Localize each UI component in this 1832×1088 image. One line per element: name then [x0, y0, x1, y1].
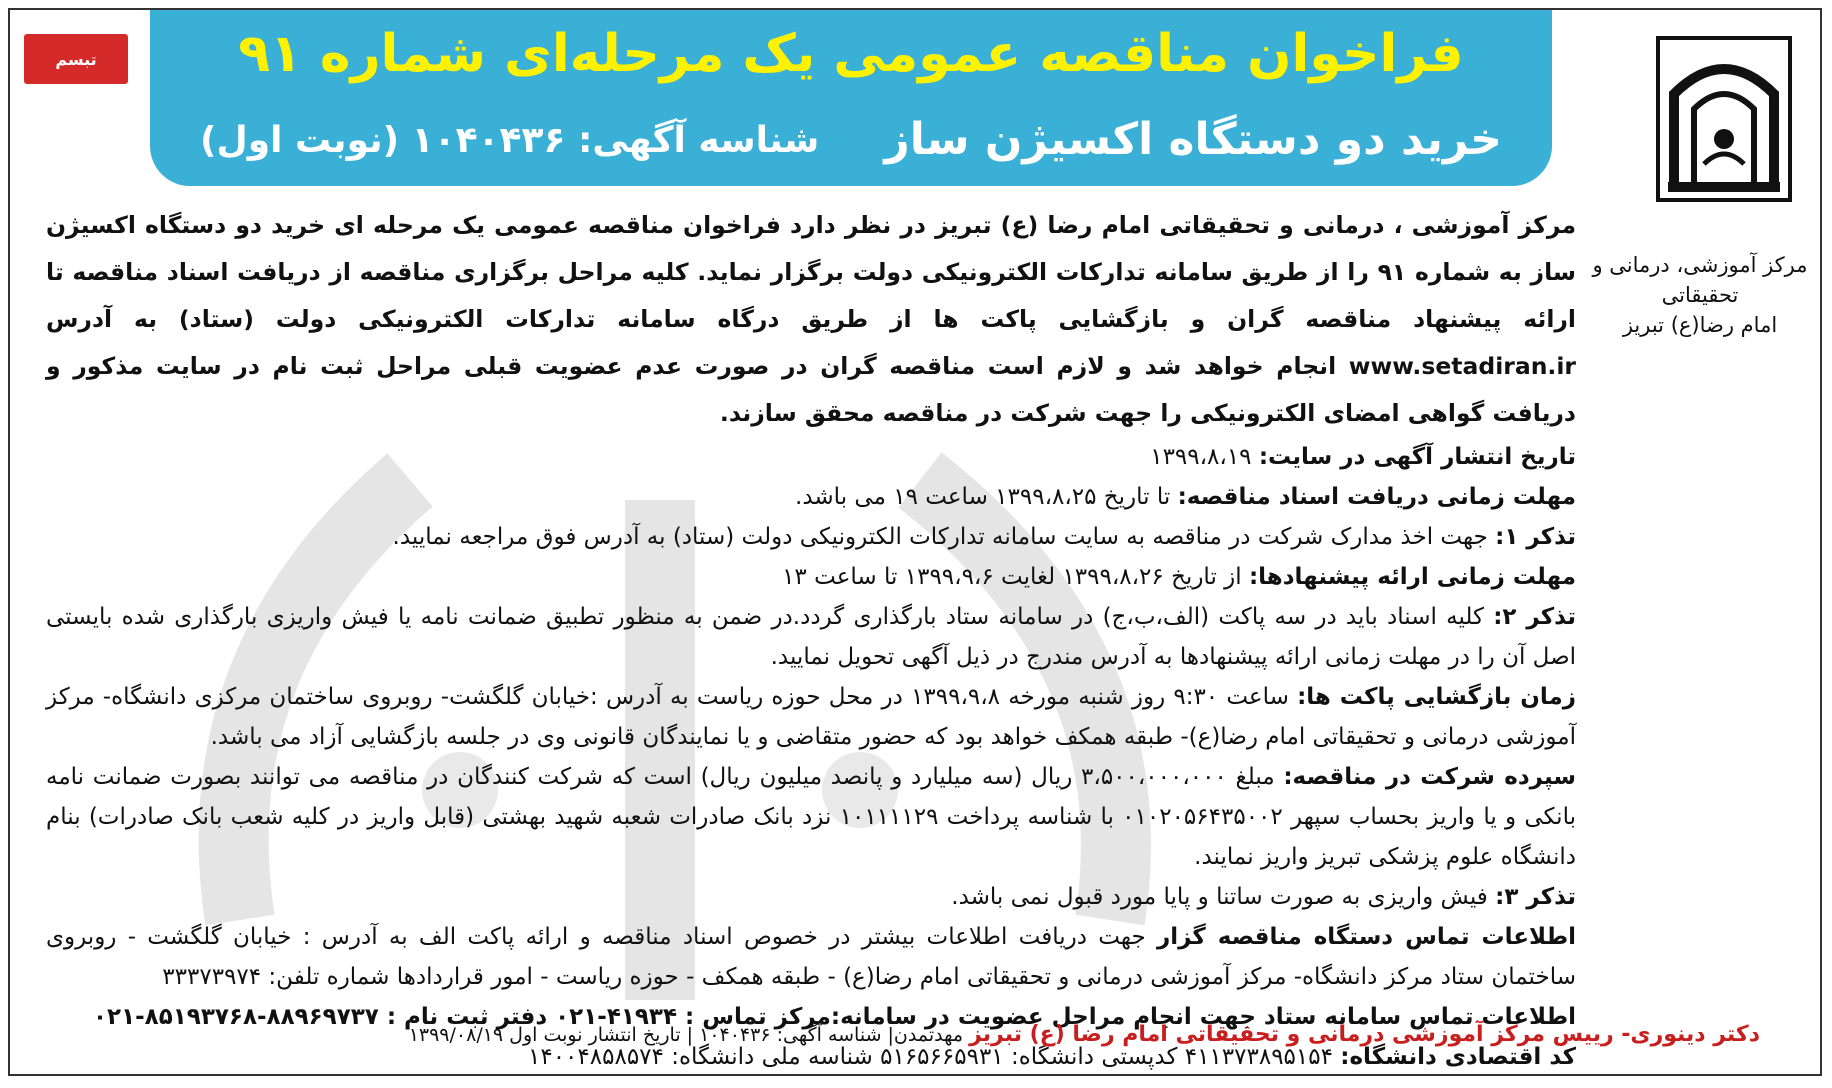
item-label: مهلت زمانی دریافت اسناد مناقصه: — [1177, 484, 1576, 510]
header-banner — [150, 10, 1552, 186]
item-text: جهت دریافت اطلاعات بیشتر در خصوص اسناد مناقصه و ارائه پاکت الف به آدرس : خیابان گلگشت - روبروی ساختمان ستاد مرکز دانشگاه- مرکز آموزشی درمانی و تحقیقاتی امام رضا(ع) - طبقه همکف - حوزه ریاست - امور قراردادها شماره تلفن: ۳۳۳۷۳۹۷۴ — [46, 924, 1576, 990]
university-emblem-icon — [1654, 34, 1794, 204]
item-text: از تاریخ ۱۳۹۹،۸،۲۶ لغایت ۱۳۹۹،۹،۶ تا ساعت ۱۳ — [782, 564, 1249, 590]
notice-item — [46, 877, 1576, 917]
item-text: کلیه اسناد باید در سه پاکت (الف،ب،ج) در سامانه ستاد بارگذاری گردد.در ضمن به منظور تطبیق ضمانت نامه یا فیش واریزی بارگذاری شده بایستی اصل آن را در مهلت زمانی ارائه پیشنهادها به آدرس مندرج در ذیل آگهی تحویل نمایید. — [46, 604, 1576, 670]
notice-item — [46, 557, 1576, 597]
item-label: زمان بازگشایی پاکت ها: — [1297, 684, 1577, 710]
item-label: تاریخ انتشار آگهی در سایت: — [1258, 444, 1576, 470]
footer-meta: مهدتمدن| شناسه آگهی: ۱۰۴۰۴۳۶ | تاریخ انتشار نوبت اول ۱۳۹۹/۰۸/۱۹ — [408, 1024, 964, 1046]
organization-line-1: مرکز آموزشی، درمانی و تحقیقاتی — [1592, 253, 1808, 307]
item-text: جهت اخذ مدارک شرکت در مناقصه به سایت سامانه تدارکات الکترونیکی دولت (ستاد) به آدرس فوق مراجعه نمایید. — [392, 524, 1496, 550]
item-label: سپرده شرکت در مناقصه: — [1283, 764, 1576, 790]
notice-subtitle: خرید دو دستگاه اکسیژن ساز — [884, 114, 1502, 165]
organization-line-2: امام رضا(ع) تبریز — [1622, 313, 1778, 337]
notice-footer — [280, 1022, 1760, 1047]
item-label: اطلاعات تماس دستگاه مناقصه گزار — [1156, 924, 1576, 950]
signature: دکتر دینوری- رییس مرکز آموزشی درمانی و تحقیقاتی امام رضا (ع) تبریز — [969, 1022, 1760, 1047]
notice-body — [46, 202, 1576, 1077]
item-label: تذکر ۲: — [1493, 604, 1576, 630]
notice-id: شناسه آگهی: ۱۰۴۰۴۳۶ (نوبت اول) — [200, 120, 820, 161]
notice-item — [46, 437, 1576, 477]
notice-item — [46, 477, 1576, 517]
item-label: کد اقتصادی دانشگاه: — [1340, 1044, 1576, 1070]
item-text: ساعت ۹:۳۰ روز شنبه مورخه ۱۳۹۹،۹،۸ در محل حوزه ریاست به آدرس :خیابان گلگشت- روبروی ساختمان مرکزی دانشگاه- مرکز آموزشی درمانی و تحقیقاتی امام رضا(ع)- طبقه همکف خواهد بود که حضور متقاضی و یا نمایندگان قانونی وی در جلسه بازگشایی آزاد می باشد. — [46, 684, 1576, 750]
notice-title: فراخوان مناقصه عمومی یک مرحله‌ای شماره ۹۱ — [238, 24, 1464, 84]
item-text: ۱۳۹۹،۸،۱۹ — [1150, 444, 1259, 470]
notice-item — [46, 597, 1576, 677]
item-label: تذکر ۱: — [1495, 524, 1576, 550]
intro-paragraph: مرکز آموزشی ، درمانی و تحقیقاتی امام رضا (ع) تبریز در نظر دارد فراخوان مناقصه عمومی یک مرحله ای خرید دو دستگاه اکسیژن ساز به شماره ۹۱ را از طریق سامانه تدارکات الکترونیکی دولت برگزار نماید. کلیه مراحل برگزاری مناقصه از دریافت اسناد مناقصه تا ارائه پیشنهاد مناقصه گران و بازگشایی پاکت ها از طریق درگاه سامانه تدارکات الکترونیکی دولت (ستاد) به آدرس www.setadiran.ir انجام خواهد شد و لازم است مناقصه گران در صورت عدم عضویت قبلی مراحل ثبت نام در سایت مذکور و دریافت گواهی امضای الکترونیکی را جهت شرکت در مناقصه محقق سازند. — [46, 211, 1577, 427]
publisher-logo — [24, 34, 128, 84]
item-text: فیش واریزی به صورت ساتنا و پایا مورد قبول نمی باشد. — [951, 884, 1496, 910]
item-text: مبلغ ۳،۵۰۰،۰۰۰،۰۰۰ ریال (سه میلیارد و پانصد میلیون ریال) است که شرکت کنندگان در مناقصه می توانند بصورت ضمانت نامه بانکی و یا واریز بحساب سپهر ۰۱۰۲۰۵۶۴۳۵۰۰۲ با شناسه پرداخت ۱۰۱۱۱۱۲۹ نزد بانک صادرات شعبه شهید بهشتی (قابل واریز در کلیه شعب بانک صادرات) بنام دانشگاه علوم پزشکی تبریز واریز نمایند. — [46, 764, 1576, 870]
item-label: تذکر ۳: — [1495, 884, 1576, 910]
publisher-logo-text: تبسم — [55, 49, 97, 69]
notice-item — [46, 917, 1576, 997]
notice-frame — [8, 8, 1822, 1076]
item-text: تا تاریخ ۱۳۹۹،۸،۲۵ ساعت ۱۹ می باشد. — [795, 484, 1178, 510]
notice-item — [46, 517, 1576, 557]
notice-item — [46, 757, 1576, 877]
item-text: ۴۱۱۳۷۳۸۹۵۱۵۴ کدپستی دانشگاه: ۵۱۶۵۶۶۵۹۳۱ شناسه ملی دانشگاه: ۱۴۰۰۴۸۵۸۵۷۴ — [528, 1044, 1341, 1070]
item-label: مهلت زمانی ارائه پیشنهادها: — [1248, 564, 1576, 590]
organization-name — [1588, 250, 1812, 340]
notice-item — [46, 677, 1576, 757]
item-label: اطلاعات تماس سامانه ستاد جهت انجام مراحل عضویت در سامانه:مرکز تماس : ۴۱۹۳۴-۰۲۱ دفتر ثبت نام : ۸۸۹۶۹۷۳۷-۸۵۱۹۳۷۶۸-۰۲۱ — [93, 1004, 1576, 1030]
